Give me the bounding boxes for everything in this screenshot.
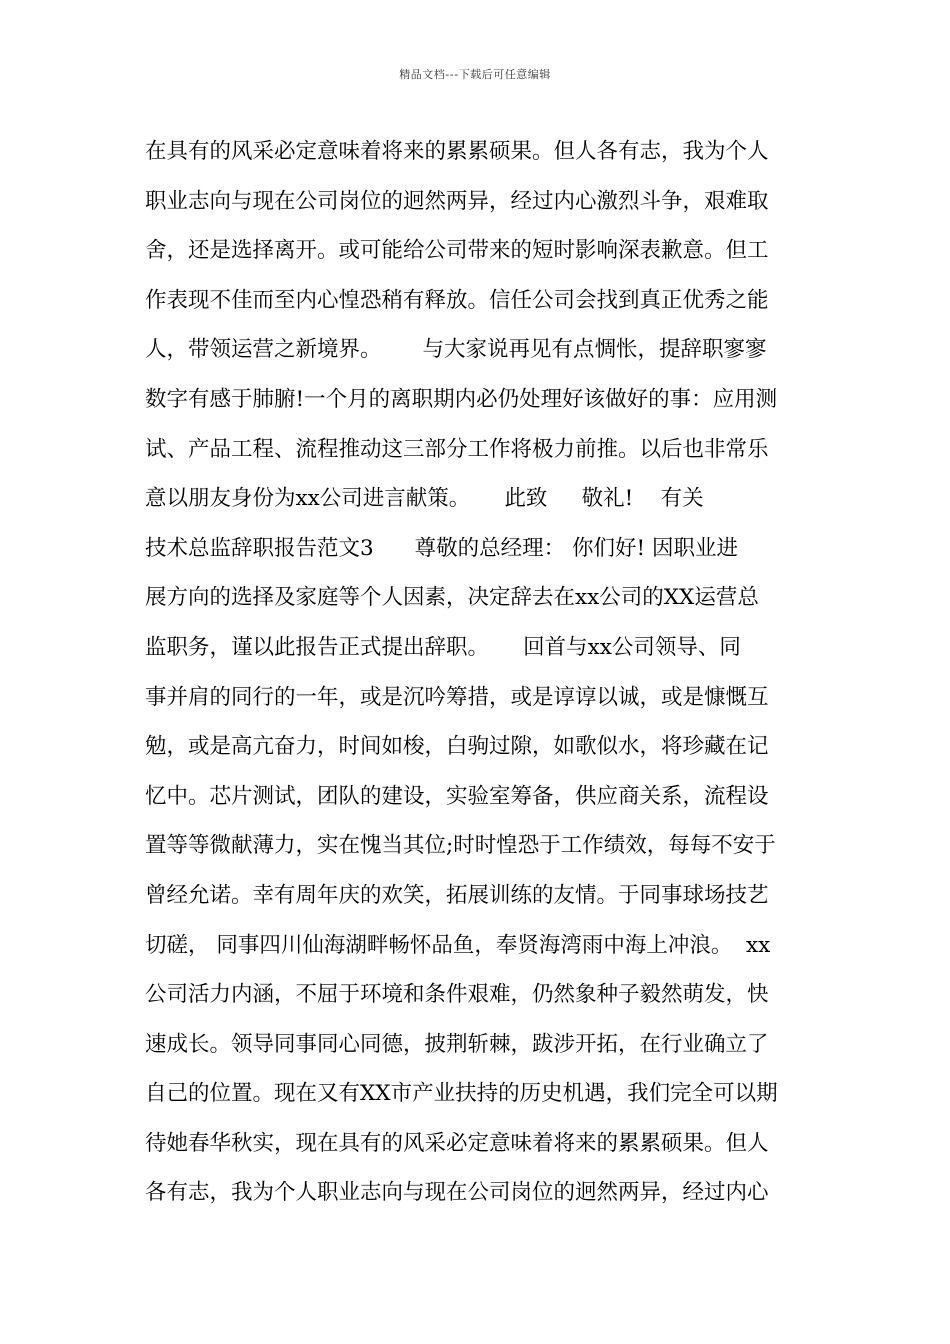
body-line: 监职务，谨以此报告正式提出辞职。 回首与xx公司领导、同 xyxy=(145,634,741,660)
body-line: 展方向的选择及家庭等个人因素，决定辞去在xx公司的XX运营总 xyxy=(145,585,759,611)
body-line: 技术总监辞职报告范文3 尊敬的总经理： 你们好! 因职业进 xyxy=(145,535,738,561)
body-line: 数字有感于肺腑!一个月的离职期内必仍处理好该做好的事：应用测 xyxy=(145,386,778,412)
body-line: 意以朋友身份为xx公司进言献策。 此致 敬礼! 有关 xyxy=(145,486,704,512)
body-line: 事并肩的同行的一年，或是沉吟筹措，或是谆谆以诚，或是慷慨互 xyxy=(145,684,769,710)
body-line: 公司活力内涵，不屈于环境和条件艰难，仍然象种子毅然萌发，快 xyxy=(145,982,769,1008)
body-line: 作表现不佳而至内心惶恐稍有释放。信任公司会找到真正优秀之能 xyxy=(145,287,769,313)
body-line: 职业志向与现在公司岗位的迥然两异，经过内心激烈斗争，艰难取 xyxy=(145,188,769,214)
body-line: 置等等微献薄力，实在愧当其位;时时惶恐于工作绩效，每每不安于 xyxy=(145,833,776,859)
body-line: 各有志，我为个人职业志向与现在公司岗位的迥然两异，经过内心 xyxy=(145,1180,769,1206)
body-line: 自己的位置。现在又有XX市产业扶持的历史机遇，我们完全可以期 xyxy=(145,1081,778,1107)
body-line: 切磋， 同事四川仙海湖畔畅怀品鱼，奉贤海湾雨中海上冲浪。 xx xyxy=(145,932,771,958)
body-line: 速成长。领导同事同心同德，披荆斩棘，跋涉开拓，在行业确立了 xyxy=(145,1031,769,1057)
body-line: 勉，或是高亢奋力，时间如梭，白驹过隙，如歌似水，将珍藏在记 xyxy=(145,734,769,760)
body-line: 在具有的风采必定意味着将来的累累硕果。但人各有志，我为个人 xyxy=(145,139,769,164)
body-line: 忆中。芯片测试，团队的建设，实验室筹备，供应商关系，流程设 xyxy=(145,783,769,809)
body-line: 试、产品工程、流程推动这三部分工作将极力前推。以后也非常乐 xyxy=(145,436,769,462)
body-line: 待她春华秋实，现在具有的风采必定意味着将来的累累硕果。但人 xyxy=(145,1130,769,1156)
body-line: 人，带领运营之新境界。 与大家说再见有点惆怅，提辞职寥寥 xyxy=(145,337,767,363)
body-line: 曾经允诺。幸有周年庆的欢笑，拓展训练的友情。于同事球场技艺 xyxy=(145,882,769,908)
body-text xyxy=(145,132,810,1223)
page-header: 精品文档---下载后可任意编辑 xyxy=(399,68,551,81)
body-line: 舍，还是选择离开。或可能给公司带来的短时影响深表歉意。但工 xyxy=(145,238,769,264)
